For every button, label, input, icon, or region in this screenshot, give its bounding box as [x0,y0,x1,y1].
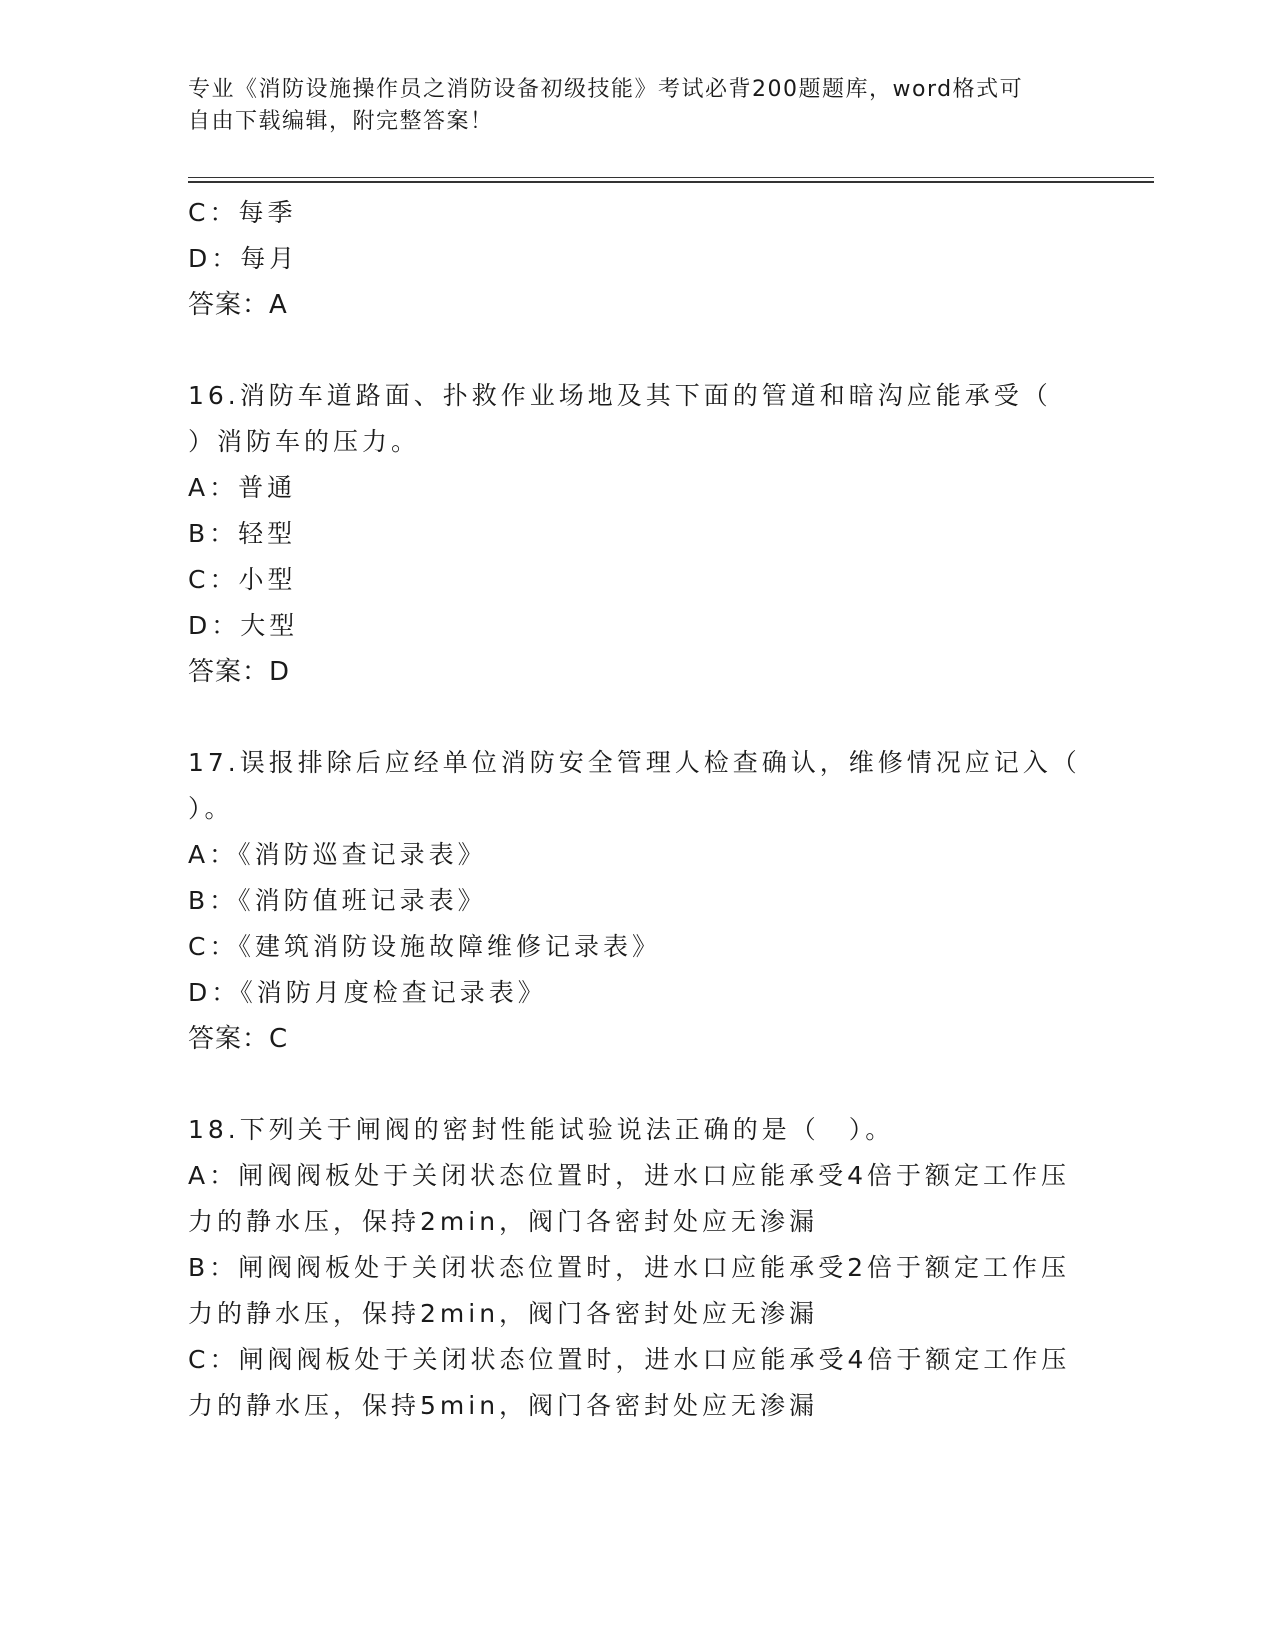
option-b-line: 力的静水压，保持2min，阀门各密封处应无渗漏 [188,1299,819,1328]
question-17 [188,740,1168,1062]
answer: 答案：D [188,657,291,687]
question-text-line: 17.误报排除后应经单位消防安全管理人检查确认，维修情况应记入（ [188,748,1081,777]
spacer [188,1062,1168,1107]
option-c: C：每季 [188,198,297,227]
question-18 [188,1107,1168,1429]
question-16 [188,373,1168,695]
option-a-line: 力的静水压，保持2min，阀门各密封处应无渗漏 [188,1207,819,1236]
option-d: D：每月 [188,244,299,273]
header-divider-thin [188,177,1154,178]
header-line-2: 自由下载编辑，附完整答案！ [188,109,494,134]
answer: 答案：A [188,290,288,320]
option-d: D：大型 [188,611,299,640]
answer: 答案：C [188,1024,289,1054]
spacer [188,695,1168,740]
document-body [188,190,1168,1429]
document-header [188,74,1023,138]
question-text-line: 16.消防车道路面、扑救作业场地及其下面的管道和暗沟应能承受（ [188,381,1052,410]
option-b-line: B：闸阀阀板处于关闭状态位置时，进水口应能承受2倍于额定工作压 [188,1253,1071,1282]
header-divider-thick [188,181,1154,183]
question-text-line: ）。 [188,794,234,823]
option-c: C：《建筑消防设施故障维修记录表》 [188,932,661,961]
question-15-tail [188,190,1168,328]
header-line-1: 专业《消防设施操作员之消防设备初级技能》考试必背200题题库，word格式可 [188,77,1024,102]
option-c: C：小型 [188,565,297,594]
option-d: D：《消防月度检查记录表》 [188,978,547,1007]
option-b: B：《消防值班记录表》 [188,886,487,915]
option-a: A：《消防巡查记录表》 [188,840,487,869]
question-text-line: ）消防车的压力。 [188,427,421,456]
option-c-line: C：闸阀阀板处于关闭状态位置时，进水口应能承受4倍于额定工作压 [188,1345,1071,1374]
option-b: B：轻型 [188,519,297,548]
spacer [188,328,1168,373]
option-a: A：普通 [188,473,297,502]
question-text-line: 18.下列关于闸阀的密封性能试验说法正确的是（ ）。 [188,1115,895,1144]
option-c-line: 力的静水压，保持5min，阀门各密封处应无渗漏 [188,1391,819,1420]
option-a-line: A：闸阀阀板处于关闭状态位置时，进水口应能承受4倍于额定工作压 [188,1161,1071,1190]
